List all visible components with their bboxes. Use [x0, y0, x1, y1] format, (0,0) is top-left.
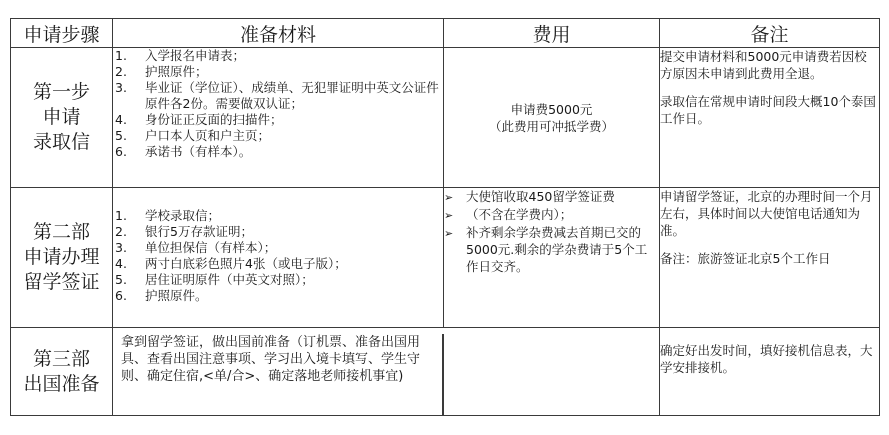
list-item: 3. 单位担保信（有样本）；	[115, 240, 277, 255]
list-item: 5. 户口本人页和户主页；	[115, 128, 271, 143]
step-title-line: 第三部	[32, 347, 90, 370]
header-materials: 准备材料	[113, 19, 444, 48]
step2-title	[11, 188, 113, 328]
arrow-bullet-icon: ➢	[444, 209, 454, 222]
list-item: 3. 毕业证（学位证）、成绩单、无犯罪证明中英文公证件原件各2份。需要做双认证；	[115, 80, 439, 111]
note-paragraph: 录取信在常规申请时间段大概10个泰国工作日。	[660, 94, 876, 126]
list-item: 2. 护照原件；	[115, 64, 208, 79]
step1-title	[11, 48, 113, 188]
note-paragraph: 申请留学签证，北京的办理时间一个月左右，具体时间以大使馆电话通知为准。	[660, 189, 873, 238]
note-paragraph: 提交申请材料和5000元申请费若因校方原因未申请到此费用全退。	[660, 49, 867, 81]
step3-note	[660, 328, 880, 416]
list-item: 4. 身份证正反面的扫描件；	[115, 112, 283, 127]
step3-title	[11, 328, 113, 416]
step-title-line: 第二部	[32, 221, 90, 243]
step-title-line: 留学签证	[23, 271, 100, 293]
list-item: 1. 学校录取信；	[115, 208, 221, 223]
header-fee: 费用	[444, 19, 660, 48]
table-row-step2	[11, 188, 880, 328]
step-title-line: 录取信	[32, 131, 90, 153]
list-item: 6. 护照原件。	[115, 288, 208, 303]
fee-line: 申请费5000元	[510, 101, 593, 117]
step3-preparation-cell	[113, 328, 660, 416]
list-item: ➢ 补齐剩余学杂费减去首期已交的5000元.剩余的学杂费请于5个工作日交齐。	[444, 225, 648, 274]
list-item: 4. 两寸白底彩色照片4张（或电子版）；	[115, 256, 347, 271]
step1-fee	[444, 48, 660, 188]
arrow-bullet-icon: ➢	[444, 191, 454, 204]
step1-note	[660, 48, 880, 188]
note-paragraph: 确定好出发时间，填好接机信息表，大学安排接机。	[660, 343, 873, 375]
list-item: 6. 承诺书（有样本）。	[115, 144, 252, 159]
table-row-step1	[11, 48, 880, 188]
note-paragraph: 备注：旅游签证北京5个工作日	[660, 251, 831, 266]
step-title-line: 出国准备	[23, 372, 100, 395]
header-row	[11, 19, 880, 48]
row3-column-divider	[442, 334, 444, 416]
arrow-bullet-icon: ➢	[444, 227, 454, 240]
list-item: ➢ （不含在学费内）；	[444, 207, 573, 222]
list-item: ➢ 大使馆收取450留学签证费	[444, 189, 615, 204]
list-item: 5. 居住证明原件（中英文对照）；	[115, 272, 314, 287]
fee-line: （此费用可冲抵学费）	[488, 118, 614, 134]
step-title-line: 申请办理	[23, 246, 100, 268]
step2-note	[660, 188, 880, 328]
application-steps-table	[10, 18, 880, 416]
step-title-line: 第一步	[32, 81, 90, 103]
step1-materials	[113, 48, 444, 188]
step2-fee	[444, 188, 660, 328]
step-title-line: 申请	[42, 106, 81, 128]
header-note: 备注	[660, 19, 880, 48]
list-item: 1. 入学报名申请表；	[115, 48, 246, 63]
table-row-step3	[11, 328, 880, 416]
header-step: 申请步骤	[11, 19, 113, 48]
list-item: 2. 银行5万存款证明；	[115, 224, 253, 239]
step2-materials	[113, 188, 444, 328]
step3-preparation: 拿到留学签证，做出国前准备（订机票、准备出国用具、查看出国注意事项、学习出入境卡填写、学生守则、确定住宿,<单/合>、确定落地老师接机事宜)	[121, 335, 421, 384]
